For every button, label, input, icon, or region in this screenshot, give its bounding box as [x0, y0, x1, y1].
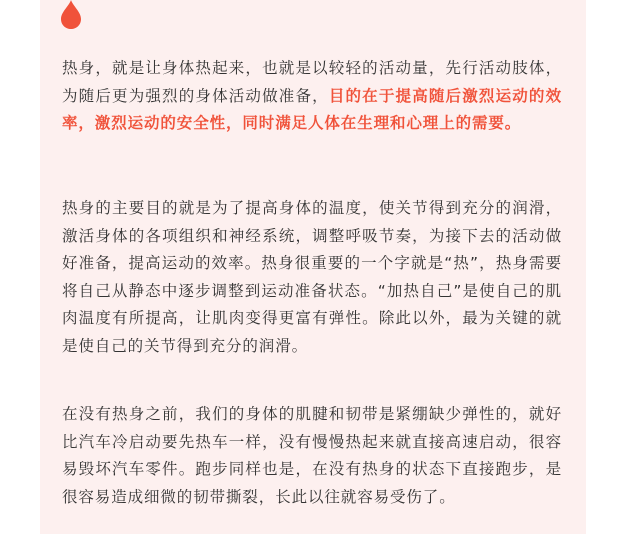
paragraph-purpose-text: 热身的主要目的就是为了提高身体的温度，使关节得到充分的润滑，激活身体的各项组织和神经系统，调整呼吸节奏，为接下去的活动做好准备，提高运动的效率。热身很重要的一个字就是“热”，热身需要将自己从静态中逐步调整到运动准备状态。“加热自己”是使自己的肌肉温度有所提高，让肌肉变得更富有弹性。除此以外，最为关键的就是使自己的关节得到充分的润滑。	[62, 199, 562, 355]
paragraph-injury-text: 在没有热身之前，我们的身体的肌腱和韧带是紧绷缺少弹性的，就好比汽车冷启动要先热车一样，没有慢慢热起来就直接高速启动，很容易毁坏汽车零件。跑步同样也是，在没有热身的状态下直接跑步，是很容易造成细微的韧带撕裂，长此以往就容易受伤了。	[62, 405, 562, 506]
paragraph-intro-text: 热身，就是让身体热起来，也就是以较轻的活动量，先行活动肢体，为随后更为强烈的身体活动做准备，	[62, 59, 562, 105]
water-drop-icon	[59, 0, 83, 30]
paragraph-intro-highlight: 目的在于提高随后激烈运动的效率，激烈运动的安全性，同时满足人体在生理和心理上的需要。	[62, 86, 562, 132]
paragraph-intro	[62, 55, 562, 138]
paragraph-purpose	[62, 195, 562, 360]
paragraph-injury	[62, 401, 562, 511]
